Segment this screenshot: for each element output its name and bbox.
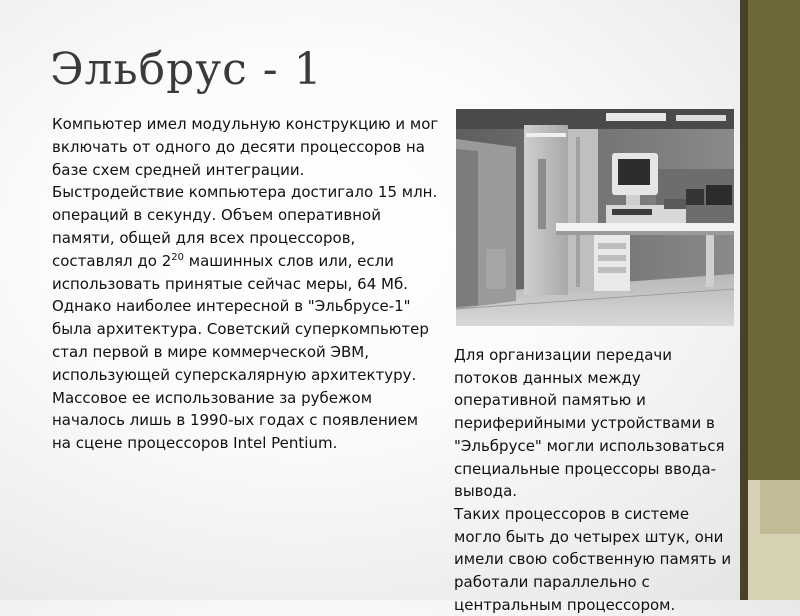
right-paragraph-2: Таких процессоров в системе могло быть до четырех штук, они имели свою собственную память и работали параллельно с центральным процессором.	[454, 504, 732, 614]
computer-photo	[456, 109, 734, 326]
right-paragraph-1: Для организации передачи потоков данных между оперативной памятью и периферийными устройствами в "Эльбрусе" могли использоваться специальные процессоры ввода-вывода.	[454, 346, 725, 501]
slide-title: Эльбрус - 1	[50, 44, 323, 95]
decorative-side-stripe	[740, 0, 800, 600]
exponent: 20	[171, 251, 185, 263]
stripe-khaki-band	[748, 0, 800, 480]
left-paragraph-1	[52, 113, 440, 295]
left-text-block	[52, 113, 440, 455]
elbrus-computer-image	[456, 109, 734, 326]
left-paragraph-1-start: Компьютер имел модульную конструкцию и мог включать от одного до десяти процессоров на базе схем средней интеграции. Быстродействие компьютера достигало 15 млн. операций в секунду. Объем оперативной памяти, общей для всех процессоров, составлял до 2	[52, 115, 439, 270]
stripe-mid-band	[760, 480, 800, 534]
right-text-block	[454, 344, 736, 616]
left-paragraph-2: Однако наиболее интересной в "Эльбрусе-1" была архитектура. Советский суперкомпьютер стал первой в мире коммерческой ЭВМ, использующей суперскалярную архитектуру. Массовое ее использование за рубежом началось лишь в 1990-ых годах с появлением на сцене процессоров Intel Pentium.	[52, 297, 429, 453]
left-paragraph-1-end: машинных слов или, если использовать принятые сейчас меры, 64 Мб.	[52, 251, 408, 293]
